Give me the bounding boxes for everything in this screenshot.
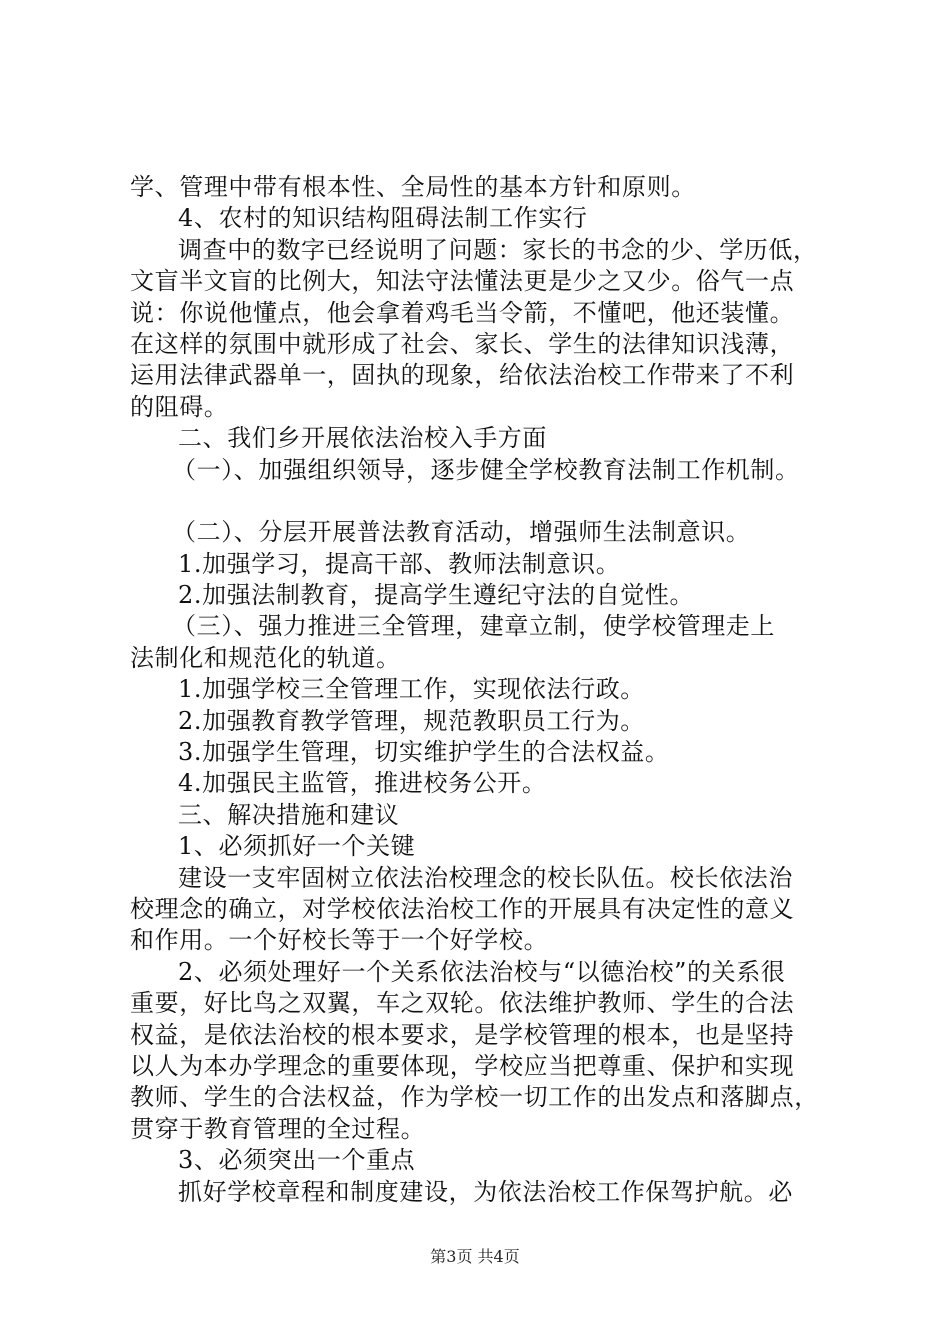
- body-text-line: 权益，是依法治校的根本要求，是学校管理的根本，也是坚持: [130, 1020, 795, 1049]
- list-item: 4.加强民主监管，推进校务公开。: [178, 769, 547, 798]
- section-heading: 二、我们乡开展依法治校入手方面: [178, 424, 547, 453]
- list-item: 1.加强学校三全管理工作，实现依法行政。: [178, 675, 645, 704]
- section-heading: 4、农村的知识结构阻碍法制工作实行: [178, 204, 588, 233]
- page-footer: 第3页 共4页: [430, 1247, 520, 1266]
- body-text-line: 2、必须处理好一个关系依法治校与“以德治校”的关系很: [178, 957, 786, 986]
- body-text-line: 以人为本办学理念的重要体现，学校应当把尊重、保护和实现: [130, 1051, 795, 1080]
- subsection-heading: （一）、加强组织领导，逐步健全学校教育法制工作机制。: [172, 455, 800, 484]
- subsection-heading: （二）、分层开展普法教育活动，增强师生法制意识。: [172, 518, 751, 547]
- section-heading: 3、必须突出一个重点: [178, 1146, 416, 1175]
- body-text-line: 文盲半文盲的比例大，知法守法懂法更是少之又少。俗气一点: [130, 267, 795, 296]
- subsection-heading: （三）、强力推进三全管理，建章立制，使学校管理走上: [172, 612, 775, 641]
- body-text-line: 贯穿于教育管理的全过程。: [130, 1114, 426, 1143]
- body-text-line: 运用法律武器单一，固执的现象，给依法治校工作带来了不利: [130, 361, 795, 390]
- body-text-line: 在这样的氛围中就形成了社会、家长、学生的法律知识浅薄，: [130, 329, 795, 358]
- list-item: 3.加强学生管理，切实维护学生的合法权益。: [178, 738, 670, 767]
- blank-line: [130, 486, 850, 517]
- body-text-line: 和作用。一个好校长等于一个好学校。: [130, 926, 549, 955]
- list-item: 2.加强教育教学管理，规范教职员工行为。: [178, 706, 645, 735]
- body-text-line: 重要，好比鸟之双翼，车之双轮。依法维护教师、学生的合法: [130, 989, 795, 1018]
- body-text-line: 学、管理中带有根本性、全局性的基本方针和原则。: [130, 173, 696, 201]
- section-heading: 三、解决措施和建议: [178, 800, 400, 829]
- body-text-line: 说：你说他懂点，他会拿着鸡毛当令箭，不懂吧，他还装懂。: [130, 298, 795, 327]
- section-heading: 1、必须抓好一个关键: [178, 832, 416, 861]
- body-text-line: 法制化和规范化的轨道。: [130, 643, 401, 672]
- list-item: 2.加强法制教育，提高学生遵纪守法的自觉性。: [178, 581, 695, 610]
- body-text-line: 调查中的数字已经说明了问题：家长的书念的少、学历低，: [178, 235, 818, 264]
- body-text-line: 校理念的确立，对学校依法治校工作的开展具有决定性的意义: [130, 894, 795, 923]
- body-text-line: 抓好学校章程和制度建设，为依法治校工作保驾护航。必: [178, 1177, 793, 1206]
- body-text-line: 建设一支牢固树立依法治校理念的校长队伍。校长依法治: [178, 863, 793, 892]
- body-text-line: 的阻碍。: [130, 392, 229, 421]
- document-body: [130, 172, 850, 1208]
- body-text-line: 教师、学生的合法权益，作为学校一切工作的出发点和落脚点，: [130, 1083, 819, 1112]
- list-item: 1.加强学习，提高干部、教师法制意识。: [178, 549, 621, 578]
